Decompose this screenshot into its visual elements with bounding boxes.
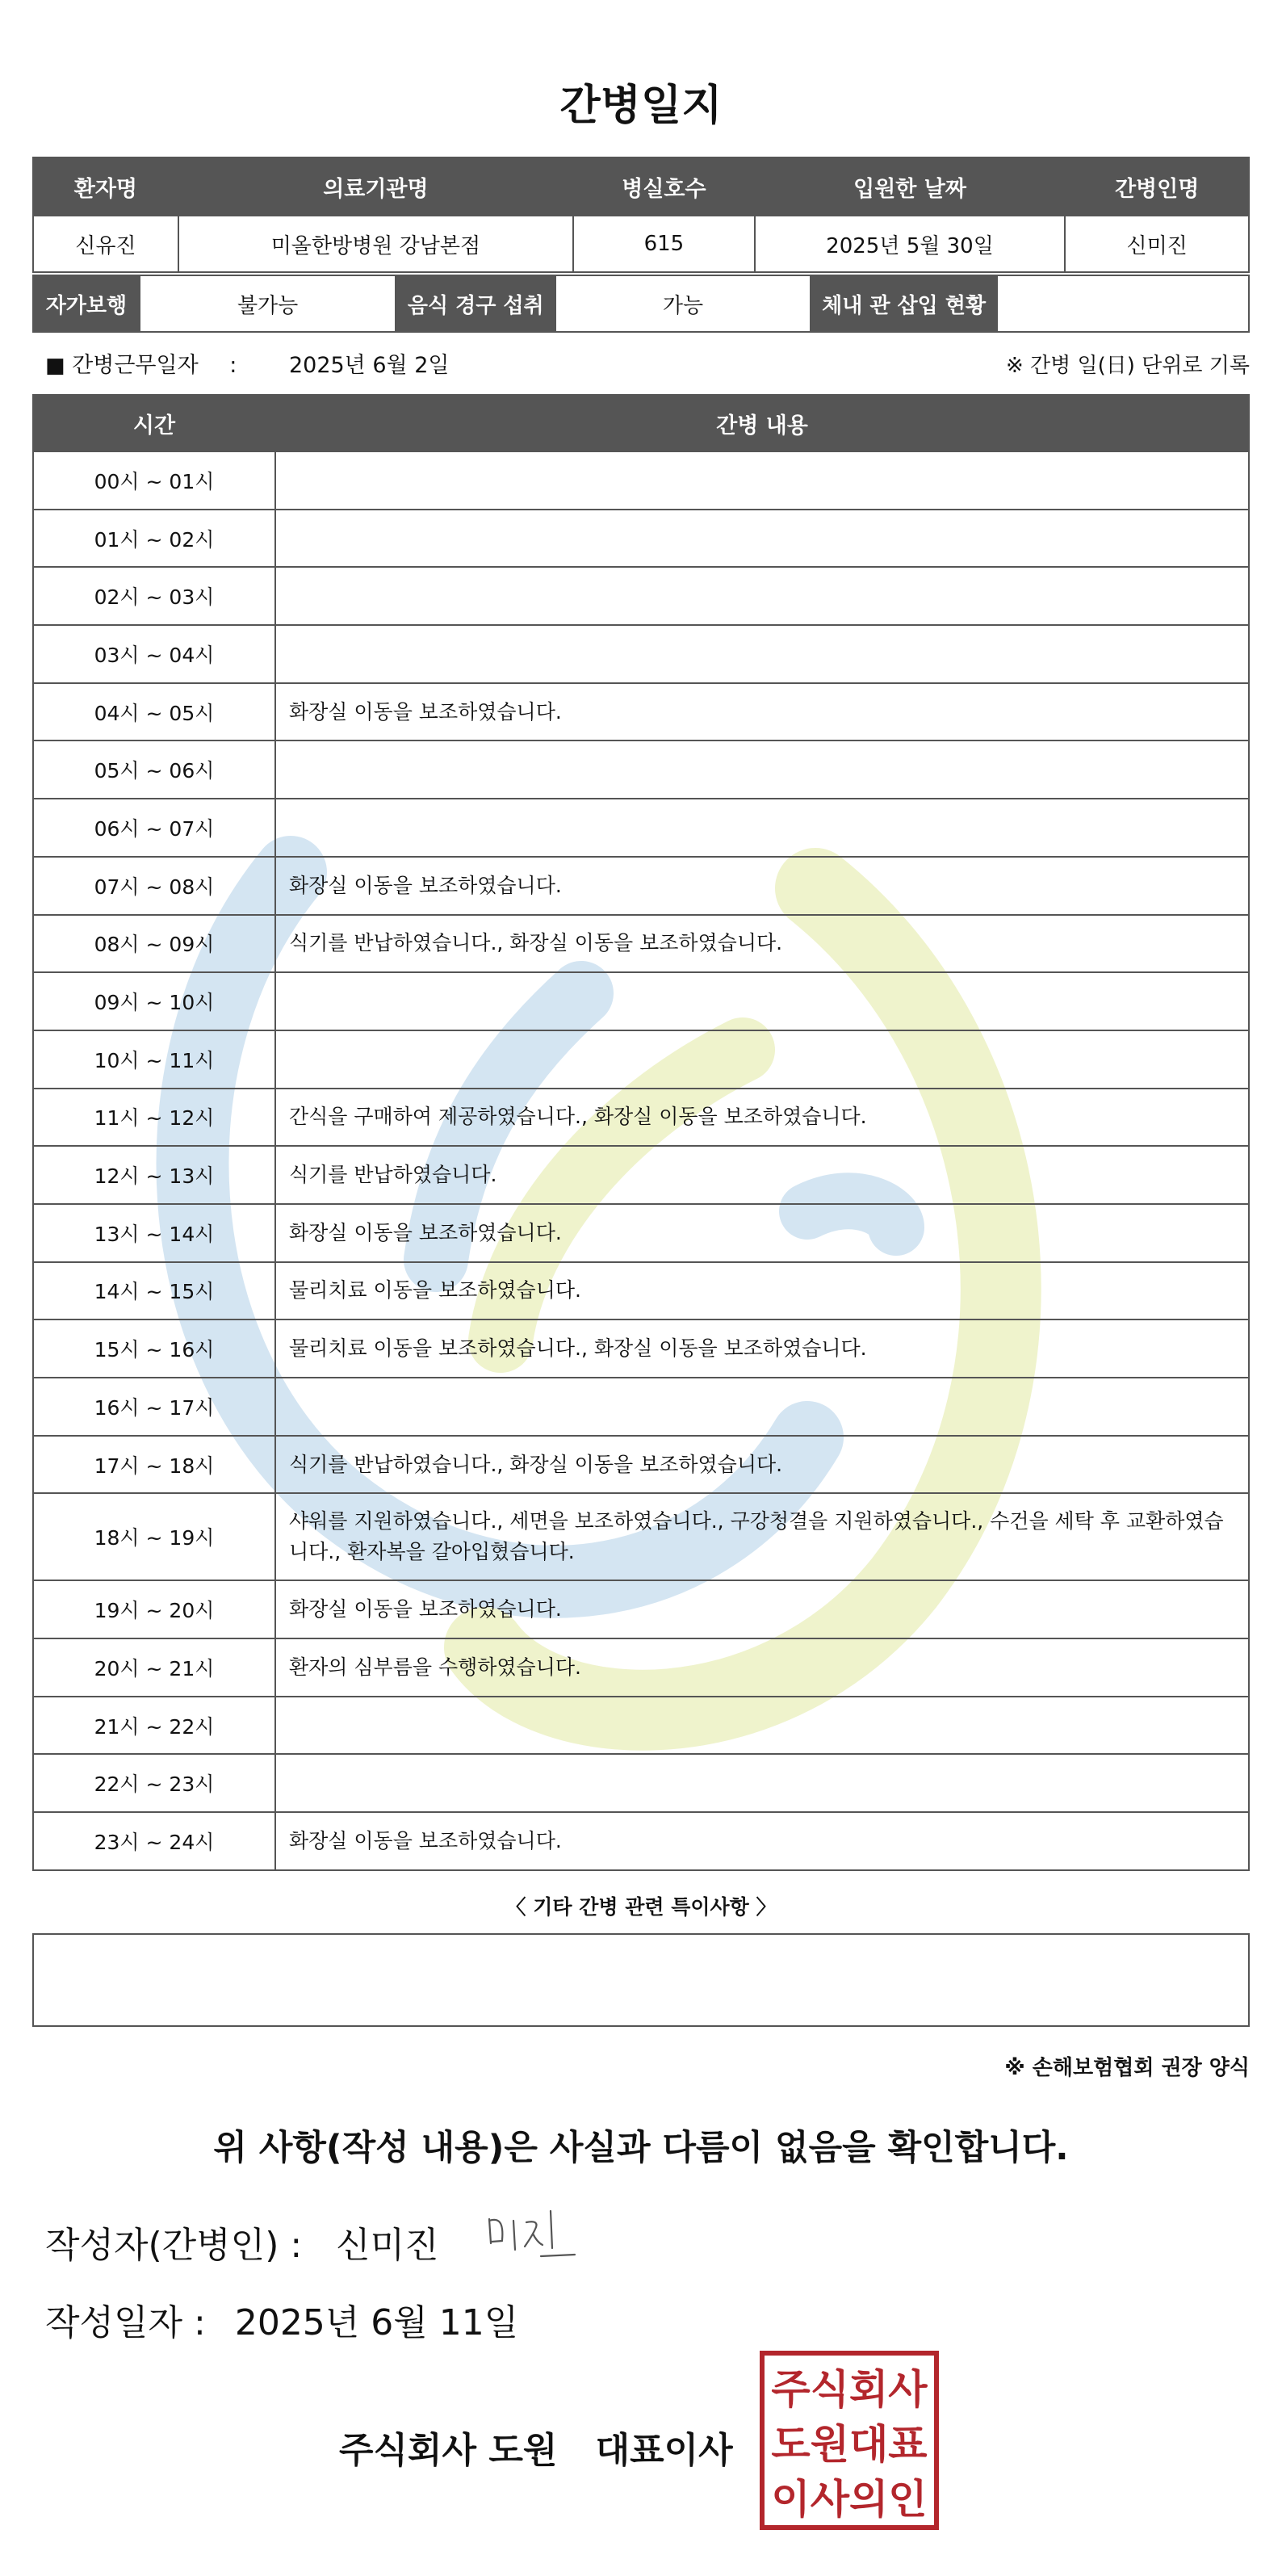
work-date-value: 2025년 6월 2일 bbox=[288, 353, 450, 378]
care-log-time: 19시 ~ 20시 bbox=[33, 1580, 275, 1638]
care-log-content bbox=[275, 740, 1249, 799]
value-hospital-name: 미올한방병원 강남본점 bbox=[178, 216, 573, 272]
document-title: 간병일지 bbox=[559, 82, 723, 130]
care-log-content bbox=[275, 799, 1249, 857]
care-log-time: 21시 ~ 22시 bbox=[33, 1697, 275, 1755]
oral-intake-value: 가능 bbox=[555, 275, 811, 332]
header-room-number: 병실호수 bbox=[573, 157, 755, 216]
work-date-label: 간병근무일자 bbox=[72, 353, 199, 378]
header-caregiver-name: 간병인명 bbox=[1065, 157, 1249, 216]
care-log-time: 02시 ~ 03시 bbox=[33, 567, 275, 625]
written-date-value: 2025년 6월 11일 bbox=[234, 2302, 519, 2343]
work-date-separator: : bbox=[229, 353, 237, 378]
patient-info-header-row bbox=[33, 157, 1249, 216]
care-log-row bbox=[33, 625, 1249, 683]
care-log-content: 물리치료 이동을 보조하였습니다., 화장실 이동을 보조하였습니다. bbox=[275, 1319, 1249, 1378]
other-notes-box bbox=[32, 1933, 1250, 2027]
care-log-content bbox=[275, 625, 1249, 683]
care-log-content: 물리치료 이동을 보조하였습니다. bbox=[275, 1262, 1249, 1320]
care-log-time: 04시 ~ 05시 bbox=[33, 683, 275, 741]
care-log-time: 08시 ~ 09시 bbox=[33, 915, 275, 973]
care-log-row bbox=[33, 567, 1249, 625]
care-log-time: 09시 ~ 10시 bbox=[33, 972, 275, 1030]
company-seal-stamp bbox=[759, 2350, 940, 2531]
svg-text:도원대표: 도원대표 bbox=[771, 2421, 928, 2468]
care-log-row bbox=[33, 1493, 1249, 1580]
care-log-time: 05시 ~ 06시 bbox=[33, 740, 275, 799]
care-log-time: 01시 ~ 02시 bbox=[33, 510, 275, 568]
care-log-time: 16시 ~ 17시 bbox=[33, 1378, 275, 1436]
care-log-content: 화장실 이동을 보조하였습니다. bbox=[275, 1580, 1249, 1638]
writer-name: 신미진 bbox=[336, 2225, 439, 2266]
care-log-content: 식기를 반납하였습니다., 화장실 이동을 보조하였습니다. bbox=[275, 915, 1249, 973]
care-log-row bbox=[33, 1754, 1249, 1812]
care-log-content: 식기를 반납하였습니다., 화장실 이동을 보조하였습니다. bbox=[275, 1436, 1249, 1494]
header-patient-name: 환자명 bbox=[33, 157, 178, 216]
patient-info-value-row bbox=[33, 216, 1249, 272]
care-log-row bbox=[33, 451, 1249, 510]
oral-intake-label: 음식 경구 섭취 bbox=[396, 275, 555, 332]
care-log-row bbox=[33, 1204, 1249, 1262]
care-log-time: 07시 ~ 08시 bbox=[33, 857, 275, 915]
care-log-row bbox=[33, 1146, 1249, 1204]
care-log-time: 14시 ~ 15시 bbox=[33, 1262, 275, 1320]
care-log-row bbox=[33, 1319, 1249, 1378]
writer-line bbox=[45, 2216, 439, 2268]
care-log-time: 18시 ~ 19시 bbox=[33, 1493, 275, 1580]
self-walk-label: 자가보행 bbox=[33, 275, 140, 332]
care-log-content: 화장실 이동을 보조하였습니다. bbox=[275, 683, 1249, 741]
care-log-content: 샤워를 지원하였습니다., 세면을 보조하였습니다., 구강청결을 지원하였습니다., 수건을 세탁 후 교환하였습니다., 환자복을 갈아입혔습니다. bbox=[275, 1493, 1249, 1580]
care-log-time: 11시 ~ 12시 bbox=[33, 1089, 275, 1147]
value-admission-date: 2025년 5월 30일 bbox=[755, 216, 1066, 272]
value-patient-name: 신유진 bbox=[33, 216, 178, 272]
care-log-time: 10시 ~ 11시 bbox=[33, 1030, 275, 1089]
header-admission-date: 입원한 날짜 bbox=[755, 157, 1066, 216]
patient-info-table bbox=[32, 157, 1250, 273]
care-log-row bbox=[33, 510, 1249, 568]
confirmation-statement: 위 사항(작성 내용)은 사실과 다름이 없음을 확인합니다. bbox=[213, 2128, 1069, 2168]
care-log-content bbox=[275, 510, 1249, 568]
care-log-content: 화장실 이동을 보조하였습니다. bbox=[275, 1204, 1249, 1262]
svg-text:주식회사: 주식회사 bbox=[771, 2366, 928, 2413]
care-log-row bbox=[33, 1030, 1249, 1089]
company-line bbox=[339, 2421, 733, 2473]
company-name: 주식회사 도원 bbox=[339, 2430, 558, 2471]
care-log-row bbox=[33, 683, 1249, 741]
tube-label: 체내 관 삽입 현황 bbox=[811, 275, 998, 332]
value-room-number: 615 bbox=[573, 216, 755, 272]
care-log-content bbox=[275, 1697, 1249, 1755]
other-notes-title: 〈 기타 간병 관련 특이사항 〉 bbox=[505, 1895, 777, 1919]
care-log-row bbox=[33, 915, 1249, 973]
work-date-line bbox=[45, 347, 449, 379]
care-log-content bbox=[275, 1030, 1249, 1089]
care-log-time: 15시 ~ 16시 bbox=[33, 1319, 275, 1378]
care-log-content: 환자의 심부름을 수행하였습니다. bbox=[275, 1638, 1249, 1697]
svg-text:이사의인: 이사의인 bbox=[771, 2476, 928, 2523]
self-walk-value: 불가능 bbox=[140, 275, 396, 332]
care-log-row bbox=[33, 1262, 1249, 1320]
recommended-form-note: ※ 손해보험협회 권장 양식 bbox=[1004, 2056, 1250, 2080]
care-log-row bbox=[33, 1638, 1249, 1697]
care-log-body bbox=[33, 451, 1249, 1870]
care-log-row bbox=[33, 740, 1249, 799]
daily-record-note: ※ 간병 일(日) 단위로 기록 bbox=[1005, 354, 1250, 378]
care-log-row bbox=[33, 1089, 1249, 1147]
care-log-row bbox=[33, 799, 1249, 857]
writer-label: 작성자(간병인) : bbox=[45, 2225, 303, 2266]
care-log-row bbox=[33, 1812, 1249, 1870]
care-log-content: 화장실 이동을 보조하였습니다. bbox=[275, 1812, 1249, 1870]
care-log-time: 22시 ~ 23시 bbox=[33, 1754, 275, 1812]
care-log-row bbox=[33, 972, 1249, 1030]
value-caregiver-name: 신미진 bbox=[1065, 216, 1249, 272]
bullet-square-icon: ■ bbox=[45, 354, 65, 378]
care-log-time: 20시 ~ 21시 bbox=[33, 1638, 275, 1697]
care-log-content: 식기를 반납하였습니다. bbox=[275, 1146, 1249, 1204]
header-care-content: 간병 내용 bbox=[275, 395, 1249, 451]
care-log-time: 17시 ~ 18시 bbox=[33, 1436, 275, 1494]
care-log-row bbox=[33, 1436, 1249, 1494]
written-date-line bbox=[45, 2293, 518, 2345]
care-log-content bbox=[275, 567, 1249, 625]
care-log-content: 간식을 구매하여 제공하였습니다., 화장실 이동을 보조하였습니다. bbox=[275, 1089, 1249, 1147]
patient-status-row bbox=[33, 275, 1249, 332]
care-log-content bbox=[275, 1754, 1249, 1812]
care-log-content bbox=[275, 1378, 1249, 1436]
care-log-row bbox=[33, 857, 1249, 915]
care-log-time: 12시 ~ 13시 bbox=[33, 1146, 275, 1204]
care-log-row bbox=[33, 1697, 1249, 1755]
care-log-content: 화장실 이동을 보조하였습니다. bbox=[275, 857, 1249, 915]
care-log-row bbox=[33, 1580, 1249, 1638]
care-log-row bbox=[33, 1378, 1249, 1436]
written-date-label: 작성일자 : bbox=[45, 2302, 206, 2343]
header-hospital-name: 의료기관명 bbox=[178, 157, 573, 216]
care-log-time: 00시 ~ 01시 bbox=[33, 451, 275, 510]
care-log-time: 23시 ~ 24시 bbox=[33, 1812, 275, 1870]
patient-status-table bbox=[32, 275, 1250, 333]
care-log-time: 03시 ~ 04시 bbox=[33, 625, 275, 683]
tube-value bbox=[997, 275, 1249, 332]
ceo-label: 대표이사 bbox=[595, 2430, 733, 2471]
care-log-header-row bbox=[33, 395, 1249, 451]
care-log-table bbox=[32, 394, 1250, 1871]
care-log-time: 13시 ~ 14시 bbox=[33, 1204, 275, 1262]
care-log-content bbox=[275, 972, 1249, 1030]
care-log-time: 06시 ~ 07시 bbox=[33, 799, 275, 857]
header-time: 시간 bbox=[33, 395, 275, 451]
care-log-content bbox=[275, 451, 1249, 510]
handwritten-signature bbox=[484, 2203, 589, 2268]
